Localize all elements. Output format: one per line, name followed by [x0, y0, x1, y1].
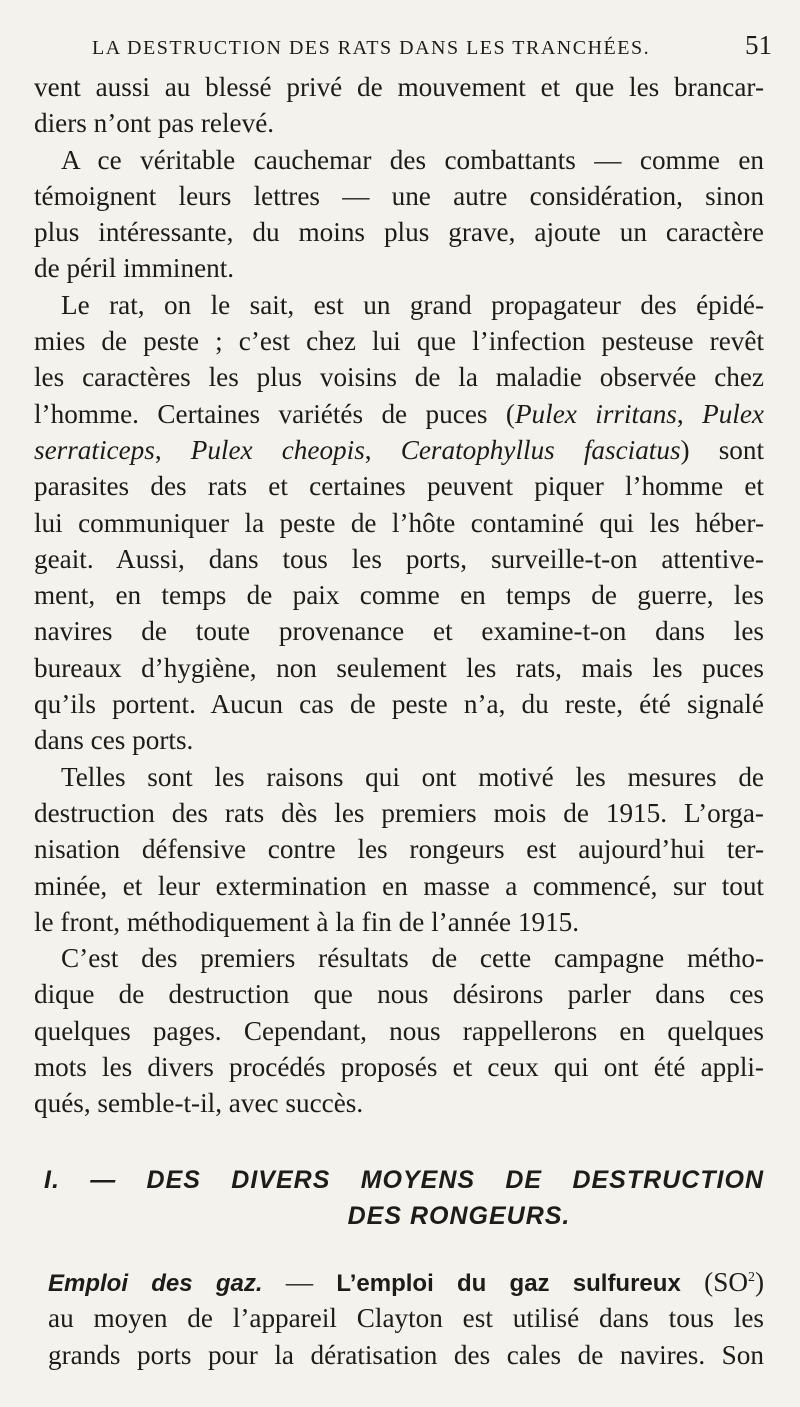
- text-line: Le rat, on le sait, est un grand propagateur des épidé-: [61, 289, 764, 320]
- text-line: qu’ils portent. Aucun cas de peste n’a, du reste, été signalé: [34, 689, 764, 720]
- text-line: Telles sont les raisons qui ont motivé les mesures de: [61, 761, 764, 792]
- text-line: grands ports pour la dératisation des cales de navires. Son: [48, 1339, 764, 1370]
- species-name: Pulex cheopis: [190, 434, 365, 465]
- text-span: ,: [154, 434, 191, 465]
- text-span: ): [754, 1267, 765, 1297]
- runin-title: Emploi des gaz.: [48, 1270, 263, 1297]
- text-line: témoignent leurs lettres — une autre considération, sinon: [34, 180, 764, 211]
- text-line: plus intéressante, du moins plus grave, ajoute un caractère: [34, 217, 764, 248]
- text-line: dique de destruction que nous désirons parler dans ces: [34, 979, 764, 1010]
- text-line: mots les divers procédés proposés et ceux qui ont été appli-: [34, 1052, 764, 1083]
- text-line: A ce véritable cauchemar des combattants — comme en: [61, 144, 764, 175]
- text-span: (SO: [680, 1267, 748, 1297]
- text-span: ) sont: [680, 434, 765, 465]
- text-line: quelques pages. Cependant, nous rappellerons en quelques: [34, 1015, 764, 1046]
- section-heading-line2: DES RONGEURS.: [347, 1202, 571, 1230]
- text-line: vent aussi au blessé privé de mouvement et que les brancar-: [34, 72, 764, 102]
- text-line: lui communiquer la peste de l’hôte contaminé qui les héber-: [34, 507, 764, 538]
- text-line: les caractères les plus voisins de la maladie observée chez: [34, 362, 764, 393]
- text-line: au moyen de l’appareil Clayton est utilisé dans tous les: [48, 1303, 764, 1334]
- running-title: LA DESTRUCTION DES RATS DANS LES TRANCHÉES.: [92, 37, 651, 59]
- species-name: Ceratophyllus fasciatus: [400, 434, 681, 465]
- page-number: 51: [745, 30, 772, 60]
- species-name: Pulex irritans: [514, 398, 677, 429]
- species-name: Pulex: [702, 398, 764, 429]
- text-span: l’homme. Certaines variétés de puces (: [34, 398, 515, 429]
- text-line: qués, semble-t-il, avec succès.: [34, 1088, 364, 1119]
- text-line: parasites des rats et certaines peuvent piquer l’homme et: [34, 471, 764, 502]
- text-line: geait. Aussi, dans tous les ports, surveille-t-on attentive-: [34, 543, 764, 574]
- text-line: dans ces ports.: [34, 725, 194, 756]
- bold-phrase: L’emploi du gaz sulfureux: [336, 1270, 681, 1297]
- text-line: C’est des premiers résultats de cette campagne métho-: [61, 943, 764, 974]
- text-span: ,: [676, 398, 703, 429]
- text-line: bureaux d’hygiène, non seulement les rats, mais les puces: [34, 652, 764, 683]
- text-line: le front, méthodiquement à la fin de l’année 1915.: [34, 906, 580, 937]
- section-heading: [34, 1162, 764, 1234]
- section-heading-line1: I. — DES DIVERS MOYENS DE DESTRUCTION: [44, 1166, 764, 1194]
- text-line: ment, en temps de paix comme en temps de guerre, les: [34, 580, 764, 611]
- text-line: minée, et leur extermination en masse a commencé, sur tout: [34, 870, 764, 901]
- text-span: ,: [364, 434, 401, 465]
- section-text: [48, 1264, 764, 1373]
- text-line: [34, 396, 764, 432]
- species-name: serraticeps: [34, 434, 155, 465]
- text-line: destruction des rats dès les premiers mois de 1915. L’orga-: [34, 797, 764, 828]
- formula-subscript: 2: [747, 1269, 755, 1285]
- text-span: —: [262, 1267, 337, 1297]
- text-line: [48, 1264, 764, 1300]
- text-line: de péril imminent.: [34, 253, 235, 284]
- running-header: [36, 30, 772, 70]
- text-line: mies de peste ; c’est chez lui que l’infection pesteuse revêt: [34, 326, 764, 357]
- text-line: diers n’ont pas relevé.: [34, 108, 275, 139]
- text-line: nisation défensive contre les rongeurs est aujourd’hui ter-: [34, 834, 764, 865]
- main-text: [34, 69, 764, 1122]
- text-line: [34, 432, 764, 468]
- text-line: navires de toute provenance et examine-t-on dans les: [34, 616, 764, 647]
